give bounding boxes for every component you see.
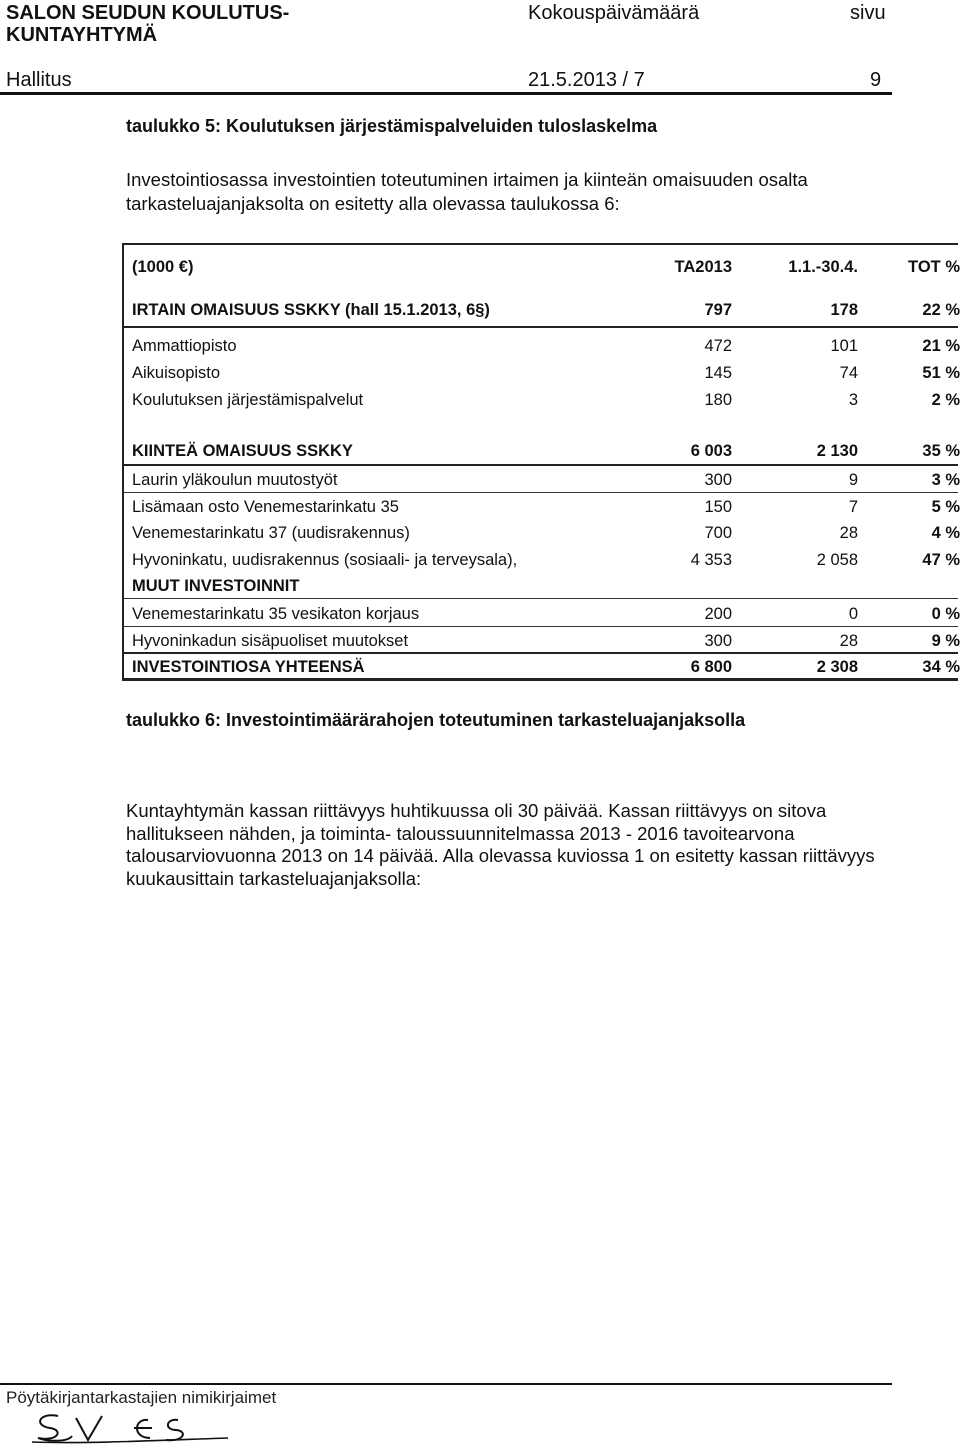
row-period: 28 <box>839 524 858 542</box>
row-ta2013: 472 <box>704 337 732 355</box>
row-label: INVESTOINTIOSA YHTEENSÄ <box>132 658 365 676</box>
table6-title: taulukko 6: Investointimäärärahojen toteutuminen tarkasteluajanjaksolla <box>126 710 746 730</box>
table-row <box>132 603 960 625</box>
table5-title: taulukko 5: Koulutuksen järjestämispalveluiden tuloslaskelma <box>126 116 658 136</box>
page-number: 9 <box>870 69 882 91</box>
row-ta2013: 300 <box>704 632 732 650</box>
table-row <box>132 440 960 462</box>
table-row <box>132 522 960 544</box>
table-row <box>132 549 960 571</box>
table-row <box>132 575 960 597</box>
col-header-tot-pct: TOT % <box>908 258 960 276</box>
row-pct: 47 % <box>922 551 960 569</box>
table-row <box>132 362 960 384</box>
row-ta2013: 6 800 <box>690 658 732 676</box>
row-pct: 5 % <box>931 498 960 516</box>
row-period: 2 058 <box>816 551 858 569</box>
organization-name-line2: KUNTAYHTYMÄ <box>6 24 158 46</box>
row-pct: 22 % <box>922 301 960 319</box>
row-ta2013: 797 <box>704 301 732 319</box>
meeting-date-reference: 21.5.2013 / 7 <box>528 69 645 91</box>
header-divider <box>0 92 892 95</box>
row-label: MUUT INVESTOINNIT <box>132 577 300 595</box>
row-ta2013: 150 <box>704 498 732 516</box>
row-period: 2 308 <box>816 658 858 676</box>
table-header-row <box>132 256 960 278</box>
table-row <box>132 299 960 321</box>
row-pct: 4 % <box>931 524 960 542</box>
row-period: 178 <box>830 301 858 319</box>
row-label: IRTAIN OMAISUUS SSKKY (hall 15.1.2013, 6§) <box>132 301 490 319</box>
table-row <box>132 496 960 518</box>
row-pct: 34 % <box>922 658 960 676</box>
table-rule <box>124 598 958 599</box>
table5-intro-paragraph: Investointiosassa investointien toteutuminen irtaimen ja kiinteän omaisuuden osalta tarkasteluajanjaksolta on esitetty alla olevassa taulukossa 6: <box>126 169 808 214</box>
footer-divider <box>0 1383 892 1385</box>
row-label: Koulutuksen järjestämispalvelut <box>132 391 364 409</box>
cash-sufficiency-paragraph: Kuntayhtymän kassan riittävyys huhtikuussa oli 30 päivää. Kassan riittävyys on sitova hallitukseen nähden, ja toiminta- taloussuunnitelmassa 2013 - 2016 tavoitearvona talousarviovuonna 2013 on 14 päivää. Alla olevassa kuviossa 1 on esitetty kassan riittävyys kuukausittain tarkasteluajanjaksolla: <box>126 800 875 889</box>
row-pct: 51 % <box>922 364 960 382</box>
row-period: 2 130 <box>816 442 858 460</box>
table-rule <box>124 652 958 654</box>
table-row <box>132 335 960 357</box>
row-label: Laurin yläkoulun muutostyöt <box>132 471 338 489</box>
row-pct: 9 % <box>931 632 960 650</box>
row-label: Ammattiopisto <box>132 337 237 355</box>
row-period: 74 <box>839 364 858 382</box>
col-header-unit: (1000 €) <box>132 258 194 276</box>
col-header-ta2013: TA2013 <box>674 258 732 276</box>
page-label: sivu <box>850 2 886 24</box>
handwritten-initials-signature <box>28 1408 248 1448</box>
row-period: 3 <box>848 391 858 409</box>
col-header-period: 1.1.-30.4. <box>788 258 858 276</box>
row-ta2013: 4 353 <box>690 551 732 569</box>
table-rule <box>124 626 958 627</box>
row-pct: 2 % <box>931 391 960 409</box>
row-pct: 35 % <box>922 442 960 460</box>
organization-name-line1: SALON SEUDUN KOULUTUS- <box>6 2 290 24</box>
row-pct: 0 % <box>931 605 960 623</box>
row-label: Venemestarinkatu 35 vesikaton korjaus <box>132 605 420 623</box>
table-rule <box>124 492 958 493</box>
row-period: 9 <box>848 471 858 489</box>
row-ta2013: 300 <box>704 471 732 489</box>
governing-body: Hallitus <box>6 69 72 91</box>
row-pct: 21 % <box>922 337 960 355</box>
table-row <box>132 389 960 411</box>
row-period: 7 <box>848 498 858 516</box>
row-label: Venemestarinkatu 37 (uudisrakennus) <box>132 524 410 542</box>
row-period: 28 <box>839 632 858 650</box>
table-rule <box>124 326 958 328</box>
row-ta2013: 180 <box>704 391 732 409</box>
table-row <box>132 469 960 491</box>
row-ta2013: 700 <box>704 524 732 542</box>
table-row <box>132 630 960 652</box>
organization-name <box>6 2 289 46</box>
table-left-border <box>122 243 124 680</box>
footer-initials-label: Pöytäkirjantarkastajien nimikirjaimet <box>6 1388 277 1407</box>
row-period: 0 <box>848 605 858 623</box>
row-ta2013: 6 003 <box>690 442 732 460</box>
row-label: KIINTEÄ OMAISUUS SSKKY <box>132 442 353 460</box>
table-top-border <box>122 243 958 245</box>
row-ta2013: 145 <box>704 364 732 382</box>
row-label: Aikuisopisto <box>132 364 221 382</box>
row-period: 101 <box>830 337 858 355</box>
table-rule <box>124 464 958 466</box>
row-ta2013: 200 <box>704 605 732 623</box>
row-label: Lisämaan osto Venemestarinkatu 35 <box>132 498 399 516</box>
row-label: Hyvoninkadun sisäpuoliset muutokset <box>132 632 409 650</box>
meeting-date-label: Kokouspäivämäärä <box>528 2 700 24</box>
table-bottom-border <box>122 678 958 681</box>
row-pct: 3 % <box>931 471 960 489</box>
row-label: Hyvoninkatu, uudisrakennus (sosiaali- ja terveysala), <box>132 551 518 569</box>
table-total-row <box>132 656 960 678</box>
